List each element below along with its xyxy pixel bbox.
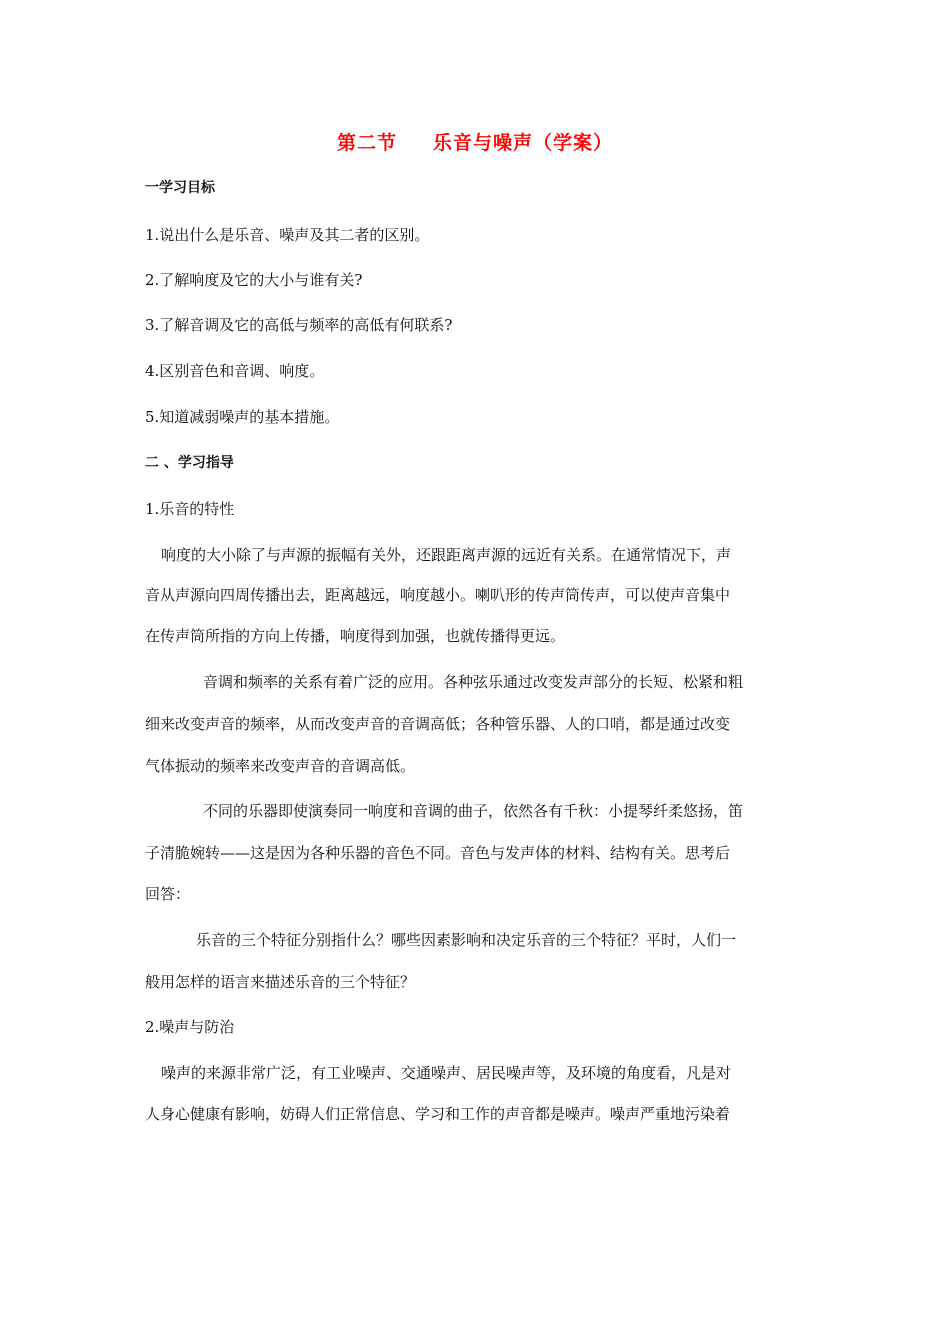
paragraph-line: 音调和频率的关系有着广泛的应用。各种弦乐通过改变发声部分的长短、松紧和粗 [203, 673, 744, 691]
objective-item: 4.区别音色和音调、响度。 [145, 362, 325, 380]
subheading-noise: 2.噪声与防治 [145, 1018, 235, 1036]
section-heading-guidance: 二 、学习指导 [145, 455, 234, 471]
paragraph-line: 乐音的三个特征分别指什么？哪些因素影响和决定乐音的三个特征？平时，人们一 [196, 931, 737, 949]
paragraph-line: 子清脆婉转——这是因为各种乐器的音色不同。音色与发声体的材料、结构有关。思考后 [145, 844, 731, 862]
objective-item: 2.了解响度及它的大小与谁有关? [145, 271, 363, 289]
section-heading-objectives: 一学习目标 [145, 180, 215, 196]
objective-item: 5.知道减弱噪声的基本措施。 [145, 408, 340, 426]
paragraph-line: 般用怎样的语言来描述乐音的三个特征？ [145, 973, 416, 991]
paragraph-line: 噪声的来源非常广泛，有工业噪声、交通噪声、居民噪声等，及环境的角度看，凡是对 [161, 1064, 732, 1082]
paragraph-line: 不同的乐器即使演奏同一响度和音调的曲子，依然各有千秋：小提琴纤柔悠扬，笛 [203, 802, 744, 820]
title-topic: 乐音与噪声（学案） [433, 132, 614, 154]
title-section-number: 第二节 [336, 132, 397, 154]
paragraph-line: 人身心健康有影响，妨碍人们正常信息、学习和工作的声音都是噪声。噪声严重地污染着 [145, 1105, 731, 1123]
paragraph-line: 音从声源向四周传播出去，距离越远，响度越小。喇叭形的传声筒传声，可以使声音集中 [145, 586, 731, 604]
paragraph-line: 回答： [145, 885, 191, 903]
paragraph-line: 在传声筒所指的方向上传播，响度得到加强，也就传播得更远。 [145, 627, 566, 645]
paragraph-line: 响度的大小除了与声源的振幅有关外，还跟距离声源的远近有关系。在通常情况下，声 [161, 546, 732, 564]
subheading-musical-sound: 1.乐音的特性 [145, 500, 235, 518]
page-title [0, 128, 950, 155]
objective-item: 3.了解音调及它的高低与频率的高低有何联系? [145, 316, 453, 334]
objective-item: 1.说出什么是乐音、噪声及其二者的区别。 [145, 226, 430, 244]
paragraph-line: 细来改变声音的频率，从而改变声音的音调高低；各种管乐器、人的口哨，都是通过改变 [145, 715, 731, 733]
paragraph-line: 气体振动的频率来改变声音的音调高低。 [145, 757, 416, 775]
